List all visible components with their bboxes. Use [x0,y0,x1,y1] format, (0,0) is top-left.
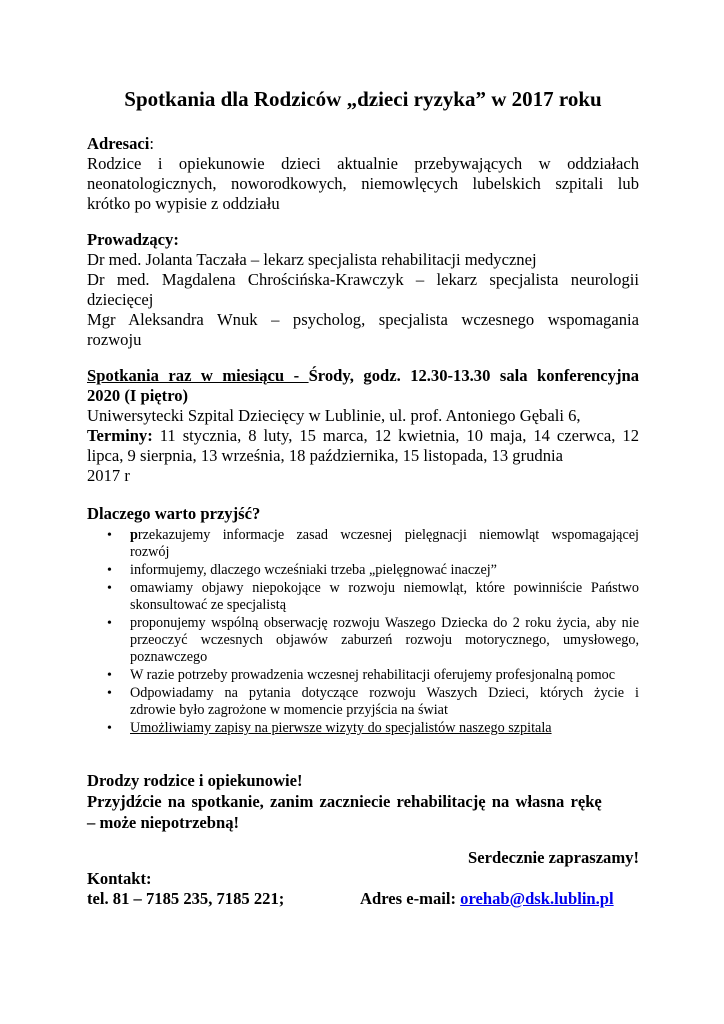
adresaci-line: neonatologicznych, noworodkowych, niemowlęcych lubelskich szpitali lub [87,174,639,193]
list-item-line: Umożliwiamy zapisy na pierwsze wizyty do specjalistów naszego szpitala [130,720,552,736]
prowadzacy-line: Dr med. Magdalena Chrościńska-Krawczyk – lekarz specjalista neurologii [87,270,639,289]
apel-line: Drodzy rodzice i opiekunowie! [87,771,303,790]
bullet-icon: • [107,616,112,631]
list-item-line: przeoczyć wczesnych objawów zaburzeń rozwoju motorycznego, umysłowego, [130,632,639,648]
list-item-line: Odpowiadamy na pytania dotyczące rozwoju Waszych Dzieci, których życie i [130,685,639,701]
kontakt-phone: tel. 81 – 7185 235, 7185 221; [87,889,285,908]
list-item [87,580,639,614]
list-item-line: skonsultować ze specjalistą [130,597,287,613]
bullet-icon: • [107,686,112,701]
list-item-line: zdrowie było zagrożone w momencie przyjścia na świat [130,702,448,718]
prowadzacy-label: Prowadzący: [87,230,179,249]
terminy-line [87,426,639,446]
list-item-line: proponujemy wspólną obserwację rozwoju Waszego Dziecka do 2 roku życia, aby nie [130,615,639,631]
list-item-line: omawiamy objawy niepokojące w rozwoju niemowląt, które powinniście Państwo [130,580,639,596]
dlaczego-heading: Dlaczego warto przyjść? [87,504,261,523]
adresaci-label: Adresaci [87,134,150,153]
list-item-line: informujemy, dlaczego wcześniaki trzeba „pielęgnować inaczej” [130,562,497,578]
list-item [87,527,639,561]
dlaczego-section [87,504,639,738]
list-item-line: przekazujemy informacje zasad wczesnej pielęgnacji niemowląt wspomagającej [130,527,639,543]
spotkania-address: Uniwersytecki Szpital Dziecięcy w Lublinie, ul. prof. Antoniego Gębali 6, [87,406,581,425]
list-item [87,720,639,737]
bullet-icon: • [107,581,112,596]
kontakt-label: Kontakt: [87,869,152,888]
prowadzacy-section [87,230,639,350]
bullet-icon: • [107,563,112,578]
spotkania-room: 2020 (I piętro) [87,386,189,405]
list-item-line: W razie potrzeby prowadzenia wczesnej rehabilitacji oferujemy profesjonalną pomoc [130,667,616,683]
kontakt-line [87,889,639,909]
prowadzacy-line: rozwoju [87,330,142,349]
adresaci-section [87,134,639,214]
list-item [87,685,639,719]
email-link[interactable]: orehab@dsk.lublin.pl [460,889,614,908]
prowadzacy-line: dziecięcej [87,290,154,309]
kontakt-section [87,869,639,909]
list-item-line: poznawczego [130,649,208,665]
list-item [87,667,639,684]
adresaci-line: Rodzice i opiekunowie dzieci aktualnie przebywających w oddziałach [87,154,639,173]
bullet-icon: • [107,668,112,683]
reasons-list [87,527,639,737]
prowadzacy-line: Dr med. Jolanta Taczała – lekarz specjalista rehabilitacji medycznej [87,250,537,269]
terminy-line: lipca, 9 sierpnia, 13 września, 18 października, 15 listopada, 13 grudnia [87,446,564,465]
apel-line: Przyjdźcie na spotkanie, zanim zaczniecie rehabilitację na własna rękę [87,792,602,811]
spotkania-time-place: Środy, godz. 12.30-13.30 sala konferencyjna [308,366,640,385]
page-title: Spotkania dla Rodziców „dzieci ryzyka” w 2017 roku [124,87,602,111]
list-item-first-letter: p [130,527,138,543]
kontakt-email-label: Adres e-mail: [360,889,461,908]
list-item [87,562,639,579]
spotkania-lead: Spotkania raz w miesiącu - [87,366,309,385]
invitation-text: Serdecznie zapraszamy! [468,848,639,867]
list-item-line: rozwój [130,544,170,560]
bullet-icon: • [107,721,112,736]
apel-section [87,770,639,833]
list-item [87,615,639,666]
spotkania-section [87,366,639,486]
bullet-icon: • [107,528,112,543]
adresaci-line: krótko po wypisie z oddziału [87,194,280,213]
adresaci-colon: : [149,134,154,153]
kontakt-email-wrap [360,889,614,909]
terminy-line: 2017 r [87,466,130,485]
apel-line: – może niepotrzebną! [87,813,240,832]
terminy-dates: 11 stycznia, 8 luty, 15 marca, 12 kwietnia, 10 maja, 14 czerwca, 12 [152,426,639,445]
terminy-label: Terminy: [87,426,153,445]
spotkania-schedule-line [87,366,639,386]
prowadzacy-line: Mgr Aleksandra Wnuk – psycholog, specjalista wczesnego wspomagania [87,310,639,329]
